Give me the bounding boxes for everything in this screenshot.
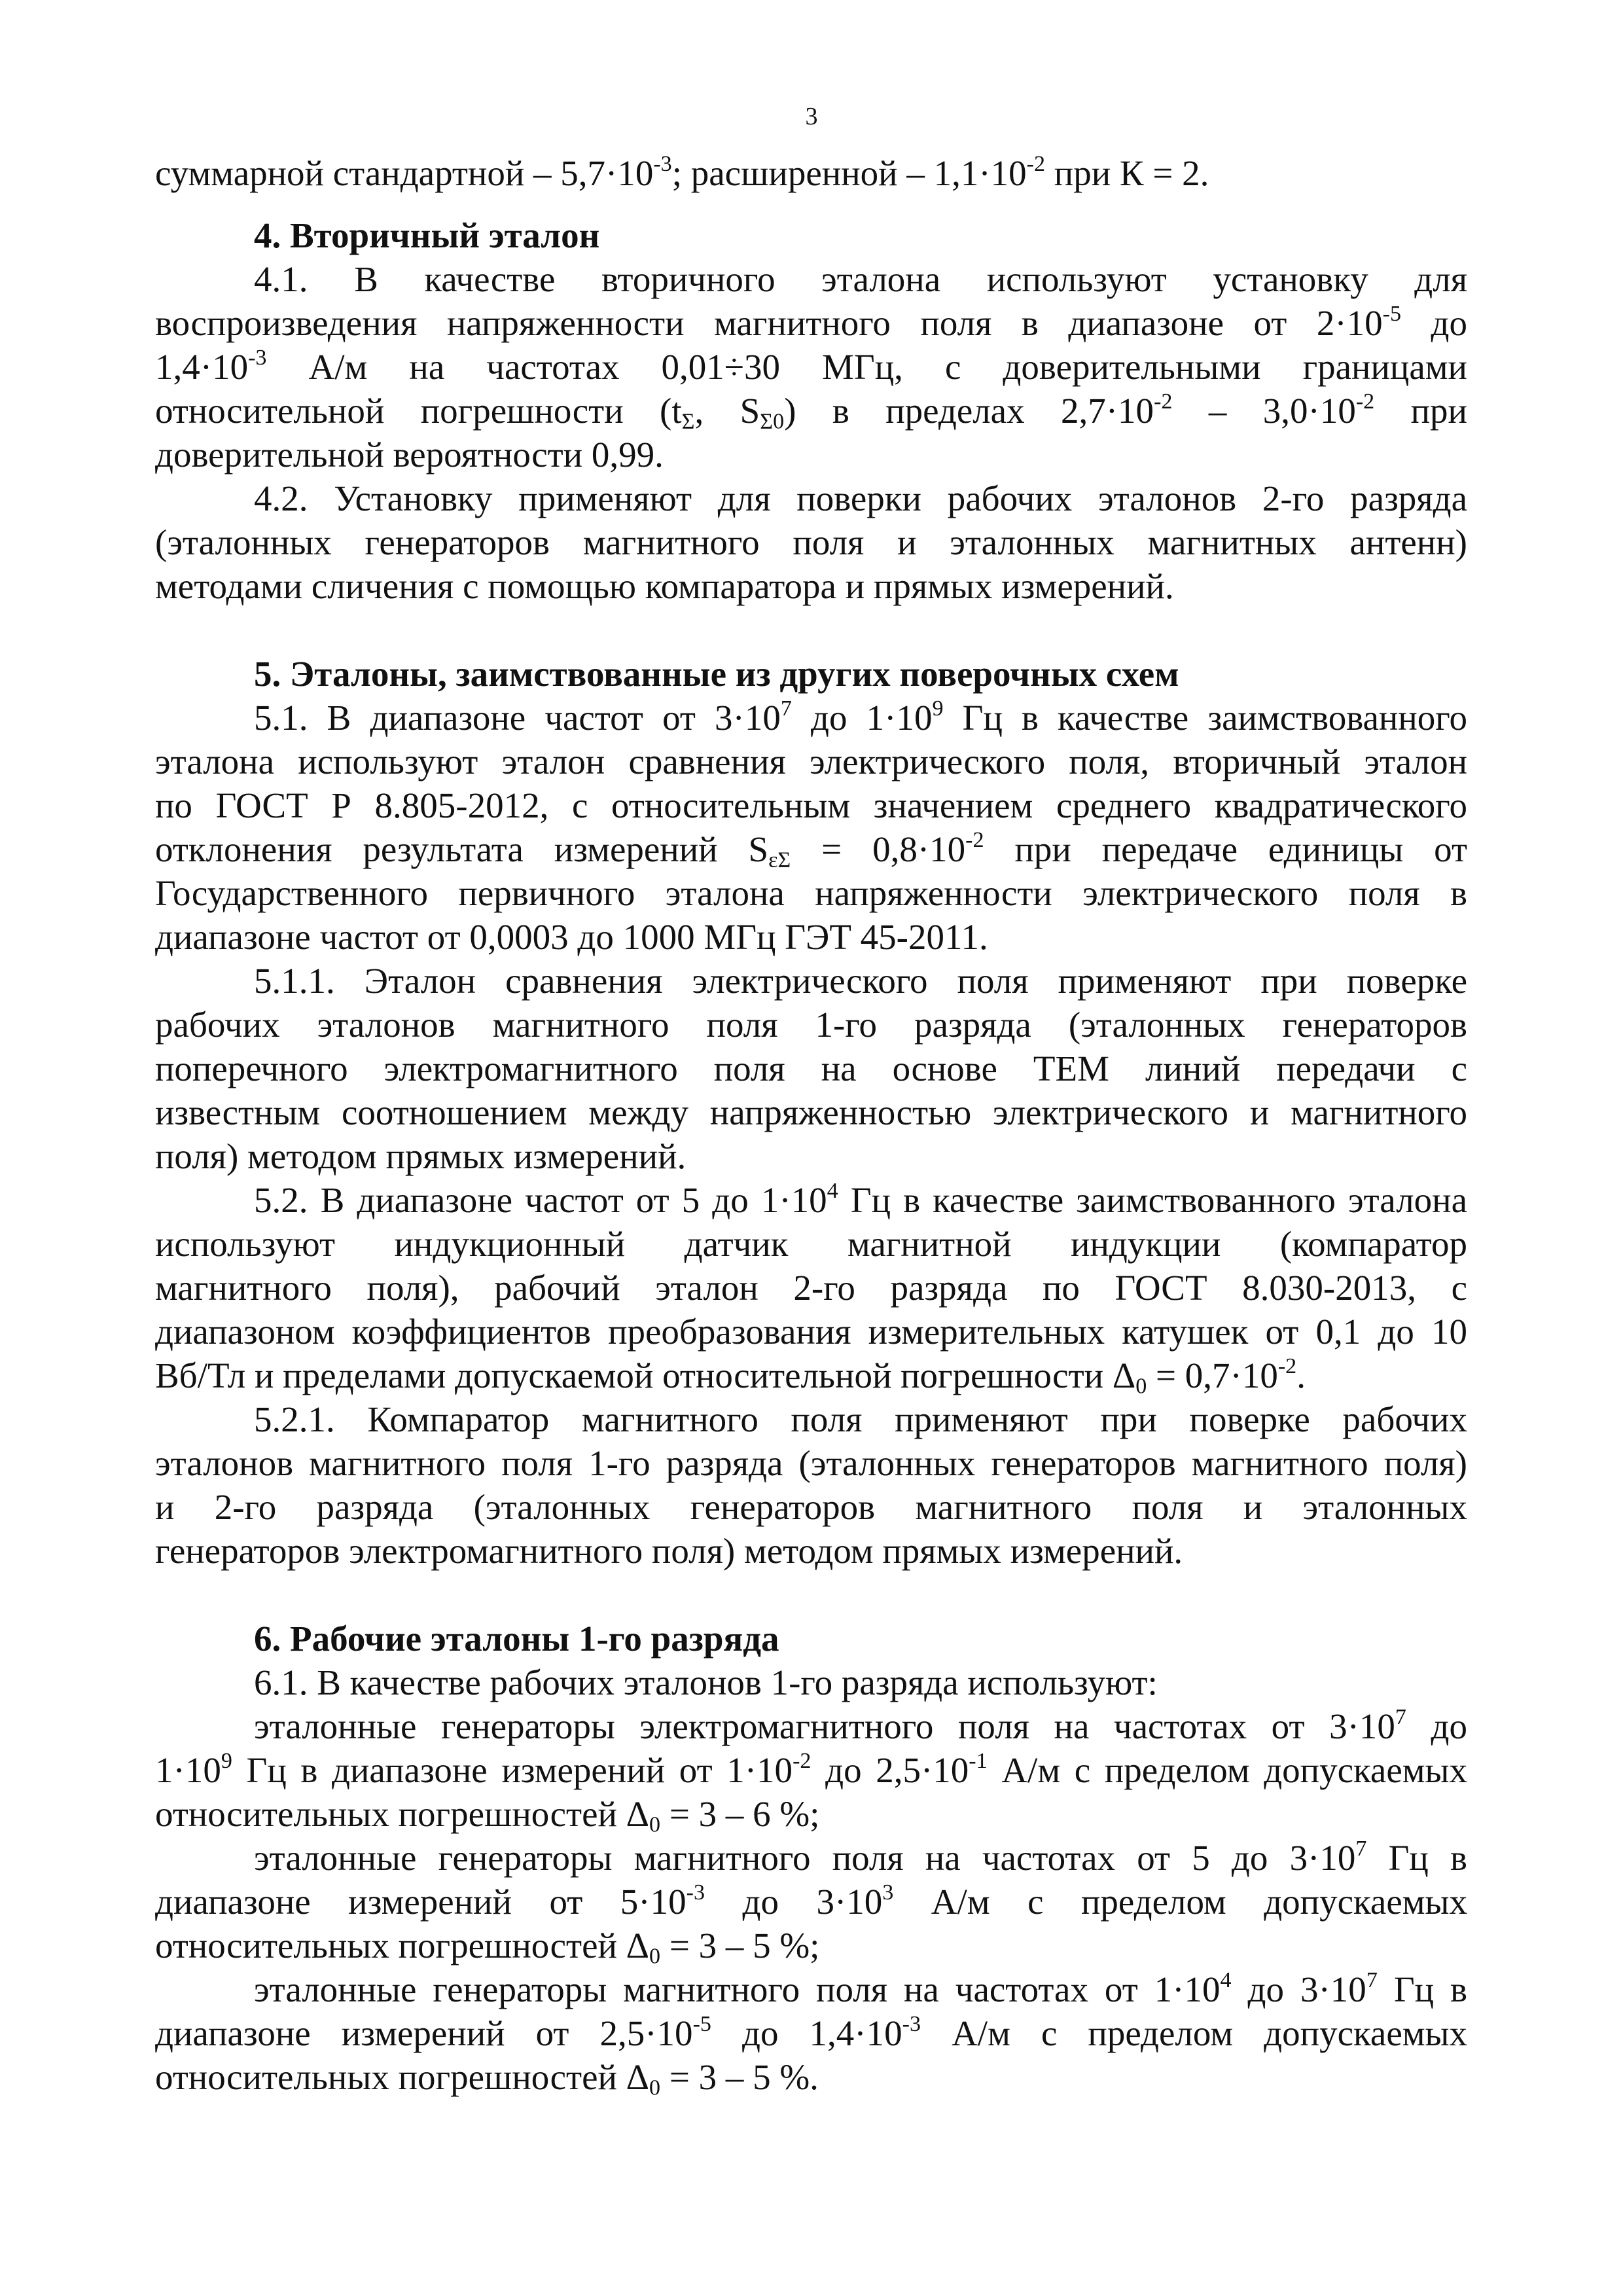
text-line: используют индукционный датчик магнитной индукции (компаратор <box>155 1224 1467 1264</box>
text-line: известным соотношением между напряженностью электрического и магнитного <box>155 1092 1467 1132</box>
text-line: (эталонных генераторов магнитного поля и эталонных магнитных антенн) <box>155 522 1467 562</box>
text-line: относительных погрешностей $\Delta_0 = 3 - 6$ %; <box>155 1794 820 1837</box>
text-line: диапазоне частот от 0,0003 до 1000 МГц ГЭТ 45-2011. <box>155 917 988 957</box>
subscript: 0 <box>1135 1374 1147 1399</box>
text-line: эталонные генераторы магнитного поля на частотах от 5 до $3\cdot 10^7$ Гц в <box>254 1836 1468 1878</box>
superscript: -3 <box>653 151 672 176</box>
text-line: 5.2. В диапазоне частот от 5 до $1\cdot 10^4$ Гц в качестве заимствованного эталона <box>254 1178 1467 1220</box>
superscript: 7 <box>1355 1836 1367 1861</box>
superscript: 9 <box>221 1748 232 1773</box>
superscript: -2 <box>1154 389 1173 414</box>
text-line: диапазоне измерений от $2,5\cdot 10^{-5}$ до $1,4\cdot 10^{-3}$ А/м с пределом допускаемых <box>155 2011 1467 2053</box>
text-line: поперечного электромагнитного поля на основе ТЕМ линий передачи с <box>155 1049 1467 1088</box>
superscript: -3 <box>902 2011 921 2036</box>
superscript: -2 <box>1026 151 1046 176</box>
text-line: Вб/Тл и пределами допускаемой относительной погрешности $\Delta_0 = 0,7\cdot 10^{-2}$. <box>155 1354 1306 1399</box>
superscript: -2 <box>1277 1354 1297 1378</box>
subscript: Σ0 <box>760 409 785 434</box>
text-line: генераторов электромагнитного поля) методом прямых измерений. <box>155 1531 1183 1571</box>
text-line: эталона используют эталон сравнения электрического поля, вторичный эталон <box>155 742 1467 781</box>
subscript: 0 <box>649 1944 661 1969</box>
superscript: -5 <box>692 2011 711 2036</box>
text-line: $1,4\cdot 10^{-3}$ А/м на частотах 0,01÷30 МГц, с доверительными границами <box>155 345 1467 387</box>
superscript: -1 <box>969 1748 988 1773</box>
superscript: -3 <box>248 345 267 370</box>
text-line: эталонов магнитного поля 1-го разряда (эталонных генераторов магнитного поля) <box>155 1443 1467 1483</box>
text-line: 5.1.1. Эталон сравнения электрического поля применяют при поверке <box>254 961 1467 1001</box>
text-line: эталонные генераторы магнитного поля на частотах от $1\cdot 10^4$ до $3\cdot 10^7$ Гц в <box>254 1967 1467 2009</box>
subscript: Σ <box>681 409 695 434</box>
text-line: относительных погрешностей $\Delta_0 = 3 - 5$ %. <box>155 2057 819 2100</box>
section-heading: 6. Рабочие эталоны 1-го разряда <box>254 1619 779 1659</box>
text-line: отклонения результата измерений $S_{\varepsilon\Sigma} = 0,8\cdot 10^{-2}$ при передаче единицы от <box>155 827 1467 872</box>
text-line: 6.1. В качестве рабочих эталонов 1-го разряда используют: <box>254 1662 1158 1702</box>
text-line: 4.1. В качестве вторичного эталона используют установку для <box>254 259 1467 299</box>
superscript: 4 <box>1220 1967 1232 1992</box>
text-line: диапазоне измерений от $5\cdot 10^{-3}$ до $3\cdot 10^3$ А/м с пределом допускаемых <box>155 1880 1467 1922</box>
text-line: 4.2. Установку применяют для поверки рабочих эталонов 2-го разряда <box>254 478 1467 518</box>
superscript: 9 <box>932 696 944 721</box>
subscript: 0 <box>649 2075 661 2100</box>
superscript: -2 <box>793 1748 812 1773</box>
superscript: -3 <box>686 1880 705 1905</box>
text-line: 5.2.1. Компаратор магнитного поля применяют при поверке рабочих <box>254 1399 1467 1439</box>
text-line: доверительной вероятности 0,99. <box>155 435 664 475</box>
subscript: εΣ <box>768 848 791 872</box>
text-line: $1\cdot 10^9$ Гц в диапазоне измерений от $1\cdot 10^{-2}$ до $2,5\cdot 10^{-1}$ А/м с пределом допускаемых <box>155 1748 1467 1790</box>
text-line: поля) методом прямых измерений. <box>155 1136 687 1176</box>
text-line: по ГОСТ Р 8.805-2012, с относительным значением среднего квадратического <box>155 785 1467 825</box>
section-heading: 5. Эталоны, заимствованные из других поверочных схем <box>254 654 1179 694</box>
text-line: диапазоном коэффициентов преобразования измерительных катушек от 0,1 до 10 <box>155 1312 1467 1352</box>
superscript: 7 <box>1366 1967 1378 1992</box>
text-line: относительной погрешности ($t_\Sigma$, $S_{\Sigma 0}$) в пределах $2,7\cdot 10^{-2} - 3,0\cdot 10^{-2}$ при <box>155 389 1467 434</box>
superscript: -2 <box>965 827 984 852</box>
text-line: рабочих эталонов магнитного поля 1-го разряда (эталонных генераторов <box>155 1005 1467 1045</box>
text-line: относительных погрешностей $\Delta_0 = 3 - 5$ %; <box>155 1926 820 1969</box>
text-line: и 2-го разряда (эталонных генераторов магнитного поля и эталонных <box>155 1487 1467 1527</box>
text-line: суммарной стандартной – $5,7\cdot 10^{-3}$; расширенной – $1,1\cdot 10^{-2}$ при К = 2. <box>155 151 1209 193</box>
text-line: воспроизведения напряженности магнитного поля в диапазоне от $2\cdot 10^{-5}$ до <box>155 301 1468 343</box>
text-line: эталонные генераторы электромагнитного поля на частотах от $3\cdot 10^7$ до <box>254 1704 1467 1746</box>
section-heading: 4. Вторичный эталон <box>254 215 600 255</box>
superscript: -2 <box>1355 389 1375 414</box>
superscript: 4 <box>827 1178 838 1203</box>
superscript: 7 <box>1395 1704 1406 1729</box>
subscript: 0 <box>649 1812 661 1837</box>
text-line: магнитного поля), рабочий эталон 2-го разряда по ГОСТ 8.030-2013, с <box>155 1268 1467 1308</box>
page-number: 3 <box>805 103 818 130</box>
text-line: методами сличения с помощью компаратора и прямых измерений. <box>155 566 1174 606</box>
text-line: Государственного первичного эталона напряженности электрического поля в <box>155 873 1467 913</box>
superscript: 7 <box>780 696 792 721</box>
superscript: 3 <box>882 1880 894 1905</box>
superscript: -5 <box>1382 301 1402 326</box>
text-line: 5.1. В диапазоне частот от $3\cdot 10^7$ до $1\cdot 10^9$ Гц в качестве заимствованного <box>254 696 1467 738</box>
